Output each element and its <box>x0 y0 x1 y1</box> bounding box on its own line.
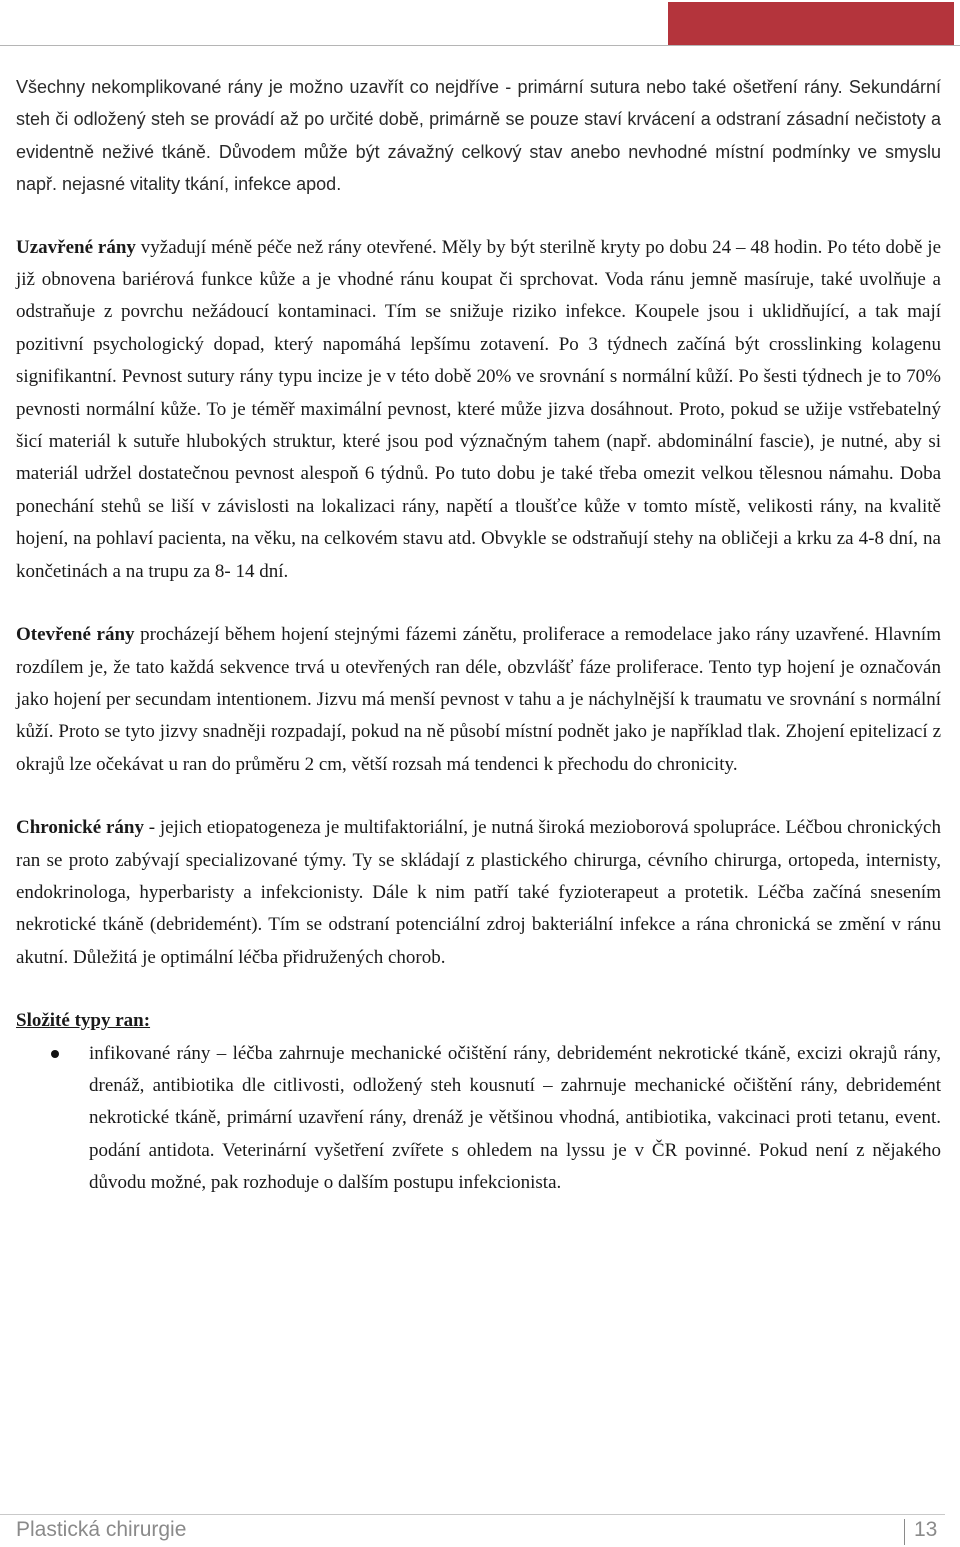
complex-wounds-list <box>16 1038 941 1200</box>
list-item <box>16 1038 941 1200</box>
bullet-icon <box>51 1050 59 1058</box>
chronic-wounds-term: Chronické rány <box>16 817 144 839</box>
open-wounds-text: procházejí během hojení stejnými fázemi zánětu, proliferace a remodelace jako rány uzavřené. Hlavním rozdílem je, že tato každá sekvence trvá u otevřených ran déle, obzvlášť fáze proliferace. Tento typ hojení je označován jako hojení per secundam intentionem. Jizvu má menší pevnost v tahu a je náchylnější k traumatu ve srovnání s normální kůží. Proto se tyto jizvy snadněji rozpadají, pokud na ně působí místní podnět jako je například tlak. Zhojení epitelizací z okrajů lze očekávat u ran do průměru 2 cm, větší rozsah má tendenci k přechodu do chronicity. <box>16 624 941 775</box>
paragraph-gap <box>16 201 941 232</box>
chronic-wounds-text: - jejich etiopatogeneza je multifaktoriální, je nutná široká mezioborová spolupráce. Léčbou chronických ran se proto zabývají specializované týmy. Ty se skládají z plastického chirurga, cévního chirurga, ortopeda, internisty, endokrinologa, hyperbaristy a infekcionisty. Dále k nim patří také fyzioterapeut a protetik. Léčba začíná snesením nekrotické tkáně (debridemént). Tím se odstraní potenciální zdroj bakteriální infekce a rána chronická se změní v ránu akutní. Důležitá je optimální léčba přidružených chorob. <box>16 817 941 968</box>
list-item-text: infikované rány – léčba zahrnuje mechanické očištění rány, debridemént nekrotické tkáně, excizi okrajů rány, drenáž, antibiotika dle citlivosti, odložený steh kousnutí – zahrnuje mechanické očištění rány, debridemént nekrotické tkáně, primární uzavření rány, drenáž je většinou vhodná, antibiotika, vakcinaci proti tetanu, event. podání antidota. Veterinární vyšetření zvířete s ohledem na lyssu je v ČR povinné. Pokud není z nějakého důvodu možné, pak rozhoduje o dalším postupu infekcionista. <box>89 1042 941 1194</box>
footer-rule <box>0 1514 945 1515</box>
footer-separator <box>904 1519 905 1545</box>
paragraph-gap <box>16 588 941 619</box>
paragraph-gap <box>16 781 941 812</box>
paragraph-closed-wounds <box>16 232 941 588</box>
paragraph-gap <box>16 974 941 1005</box>
header-accent-block <box>668 2 954 45</box>
closed-wounds-term: Uzavřené rány <box>16 236 136 258</box>
page-content <box>16 71 941 1200</box>
paragraph-open-wounds <box>16 619 941 781</box>
open-wounds-term: Otevřené rány <box>16 624 135 646</box>
paragraph-chronic-wounds <box>16 812 941 974</box>
footer-title: Plastická chirurgie <box>16 1518 187 1541</box>
page-number: 13 <box>914 1518 938 1541</box>
closed-wounds-text: vyžadují méně péče než rány otevřené. Měly by být sterilně kryty po dobu 24 – 48 hodin. Po této době je již obnovena bariérová funkce kůže a je vhodné ránu koupat či sprchovat. Voda ránu jemně masíruje, také uvolňuje a odstraňuje z povrchu nežádoucí kontaminaci. Tím se snižuje riziko infekce. Koupele jsou i uklidňující, a tak mají pozitivní psychologický dopad, který napomáhá lepšímu zotavení. Po 3 týdnech začíná být crosslinking kolagenu signifikantní. Pevnost sutury rány typu incize je v této době 20% ve srovnání s normální kůží. Po šesti týdnech je to 70% pevnosti normální kůže. To je téměř maximální pevnost, které může jizva dosáhnout. Proto, pokud se užije vstřebatelný šicí materiál k sutuře hlubokých struktur, které jsou pod význačným tahem (např. abdominální fascie), je nutné, aby si materiál udržel dostatečnou pevnost alespoň 6 týdnů. Po tuto dobu je také třeba omezit velkou tělesnou námahu. Doba ponechání stehů se liší v závislosti na lokalizaci rány, napětí a tloušťce kůže v tomto místě, velikosti rány, na kvalitě hojení, na pohlaví pacienta, na věku, na celkovém stavu atd. Obvykle se odstraňují stehy na obličeji a krku za 4-8 dní, na končetinách a na trupu za 8- 14 dní. <box>16 236 942 582</box>
header-rule <box>0 45 960 46</box>
paragraph-primary-sutura: Všechny nekomplikované rány je možno uzavřít co nejdříve - primární sutura nebo také ošetření rány. Sekundární steh či odložený steh se provádí až po určité době, primárně se pouze staví krvácení a odstraní zásadní nečistoty a evidentně neživé tkáně. Důvodem může být závažný celkový stav anebo nevhodné místní podmínky ve smyslu např. nejasné vitality tkání, infekce apod. <box>16 77 941 195</box>
complex-wounds-heading: Složité typy ran: <box>16 1010 151 1032</box>
